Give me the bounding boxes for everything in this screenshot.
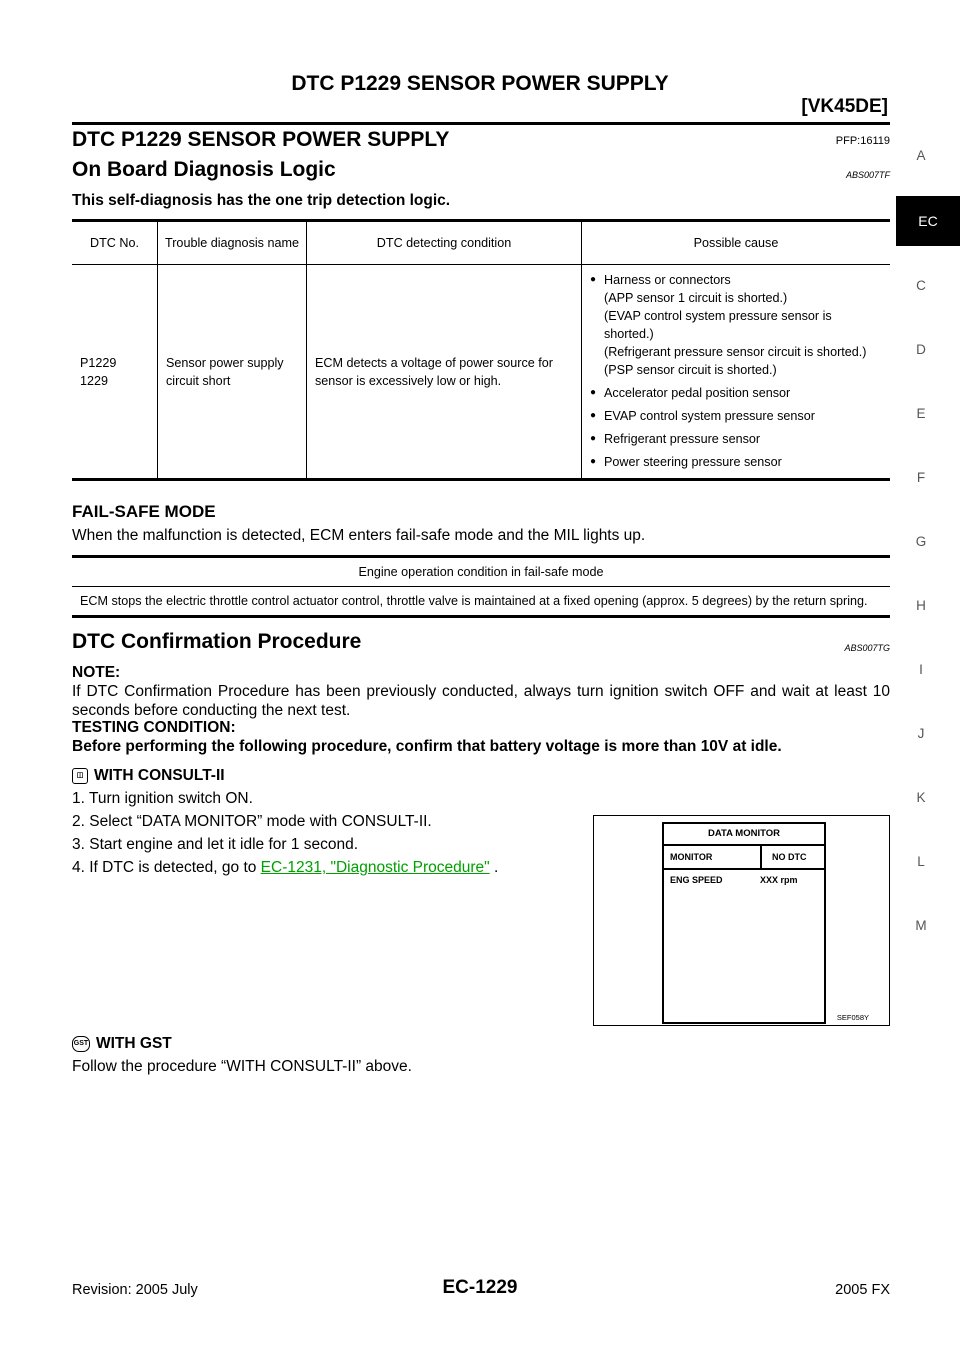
trouble-name: Sensor power supply circuit short xyxy=(158,265,307,480)
list-item: ● EVAP control system pressure sensor xyxy=(590,407,882,425)
failsafe-text: When the malfunction is detected, ECM enters fail-safe mode and the MIL lights up. xyxy=(72,527,646,544)
confirm-ref-code: ABS007TG xyxy=(844,643,890,653)
dtc-number: P1229 xyxy=(80,355,117,370)
side-tab-d[interactable]: D xyxy=(916,342,926,357)
header-divider xyxy=(72,122,890,125)
testing-label: TESTING CONDITION: xyxy=(72,719,236,736)
monitor-row-label: ENG SPEED xyxy=(670,875,723,885)
confirm-title: DTC Confirmation Procedure xyxy=(72,630,362,653)
diagram-code: SEF058Y xyxy=(836,1013,869,1022)
col-header-dtc-no: DTC No. xyxy=(72,221,158,265)
data-monitor-diagram xyxy=(593,815,890,1026)
obd-title: On Board Diagnosis Logic xyxy=(72,158,336,181)
monitor-title: DATA MONITOR xyxy=(664,824,824,846)
detecting-condition: ECM detects a voltage of power source for sensor is excessively low or high. xyxy=(307,265,582,480)
list-item: ● Accelerator pedal position sensor xyxy=(590,384,882,402)
dtc-number-cell xyxy=(72,265,158,480)
diagnostic-procedure-link[interactable]: EC-1231, "Diagnostic Procedure" xyxy=(260,859,490,876)
consult-heading: WITH CONSULT-II xyxy=(94,767,225,784)
side-tab-f[interactable]: F xyxy=(916,470,926,485)
gst-heading: WITH GST xyxy=(96,1035,172,1052)
monitor-col-divider xyxy=(760,846,762,868)
col-header-trouble-name: Trouble diagnosis name xyxy=(158,221,307,265)
failsafe-table-header: Engine operation condition in fail-safe mode xyxy=(72,557,890,587)
page-number: EC-1229 xyxy=(442,1277,518,1298)
gst-icon: GST xyxy=(72,1036,90,1052)
failsafe-table xyxy=(72,555,890,618)
step-3: 3. Start engine and let it idle for 1 second. xyxy=(72,836,359,853)
monitor-data-row xyxy=(664,870,824,890)
note-text: If DTC Confirmation Procedure has been previously conducted, always turn ignition switch OFF and wait at least 10 seconds before conducting the next test. xyxy=(72,683,890,719)
note-label: NOTE: xyxy=(72,664,121,681)
side-tab-ec[interactable]: EC xyxy=(896,196,960,246)
side-tab-g[interactable]: G xyxy=(915,534,927,549)
step-2: 2. Select “DATA MONITOR” mode with CONSULT-II. xyxy=(72,813,432,830)
section-title: DTC P1229 SENSOR POWER SUPPLY xyxy=(72,128,450,151)
side-tab-c[interactable]: C xyxy=(916,278,926,293)
col-header-condition: DTC detecting condition xyxy=(307,221,582,265)
gst-heading-row xyxy=(72,1035,172,1053)
footer-revision: Revision: 2005 July xyxy=(72,1282,198,1298)
step-4-suffix: . xyxy=(489,859,499,876)
failsafe-table-text: ECM stops the electric throttle control actuator control, throttle valve is maintained at a fixed opening (approx. 5 degrees) by the return spring. xyxy=(80,594,868,608)
obd-ref-code: ABS007TF xyxy=(845,170,890,180)
col-header-possible-cause: Possible cause xyxy=(582,221,891,265)
dtc-number-alt: 1229 xyxy=(80,373,109,388)
failsafe-title: FAIL-SAFE MODE xyxy=(72,502,216,521)
side-tab-m[interactable]: M xyxy=(915,918,927,933)
pfp-code: PFP:16119 xyxy=(835,135,890,147)
page-header-title: DTC P1229 SENSOR POWER SUPPLY xyxy=(291,72,669,95)
monitor-col-1: MONITOR xyxy=(670,852,713,862)
consult-heading-row xyxy=(72,767,225,785)
possible-cause-list xyxy=(590,271,882,471)
dtc-table xyxy=(72,219,890,481)
side-tab-a[interactable]: A xyxy=(916,148,926,163)
side-tab-e[interactable]: E xyxy=(916,406,926,421)
consult-icon: ◫ xyxy=(72,768,88,784)
side-tab-k[interactable]: K xyxy=(916,790,926,805)
footer-model: 2005 FX xyxy=(835,1282,890,1298)
list-item: ● Refrigerant pressure sensor xyxy=(590,430,882,448)
list-item: ● Harness or connectors (APP sensor 1 circuit is shorted.) (EVAP control system pressure sensor is shorted.) (Refrigerant pressure sensor circuit is shorted.) (PSP sensor circuit is shorted.) xyxy=(590,271,882,379)
side-tab-h[interactable]: H xyxy=(916,598,926,613)
side-tab-l[interactable]: L xyxy=(917,854,925,869)
engine-code: [VK45DE] xyxy=(801,96,888,117)
monitor-row-value: XXX rpm xyxy=(760,875,798,885)
side-tab-j[interactable]: J xyxy=(917,726,925,741)
gst-text: Follow the procedure “WITH CONSULT-II” above. xyxy=(72,1058,412,1075)
list-item: ● Power steering pressure sensor xyxy=(590,453,882,471)
testing-text: Before performing the following procedure, confirm that battery voltage is more than 10V at idle. xyxy=(72,738,782,755)
step-1: 1. Turn ignition switch ON. xyxy=(72,790,253,807)
monitor-screen xyxy=(662,822,826,1024)
table-row xyxy=(72,265,890,480)
monitor-col-2: NO DTC xyxy=(772,852,807,862)
step-4 xyxy=(72,859,498,877)
side-tab-i[interactable]: I xyxy=(919,662,923,677)
monitor-header-row xyxy=(664,846,824,870)
obd-intro: This self-diagnosis has the one trip detection logic. xyxy=(72,192,451,209)
step-4-prefix: 4. If DTC is detected, go to xyxy=(72,859,261,876)
